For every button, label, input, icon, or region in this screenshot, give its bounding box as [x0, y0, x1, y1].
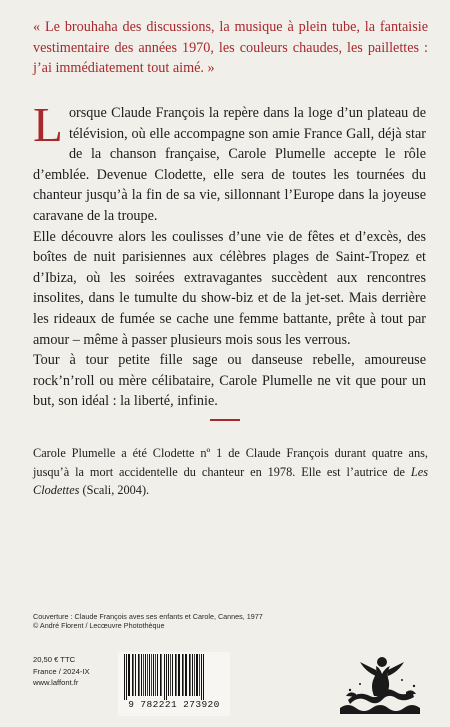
barcode-bar	[194, 654, 195, 696]
author-book-title: Les Clodettes	[33, 464, 428, 497]
barcode-bar	[175, 654, 177, 696]
barcode-bar	[157, 654, 158, 696]
price-block	[33, 654, 118, 689]
barcode-bar	[147, 654, 148, 696]
barcode-bar	[135, 654, 136, 696]
barcode-bar	[178, 654, 180, 696]
barcode-bar	[124, 654, 125, 700]
barcode-bars	[122, 654, 226, 700]
summary-paragraph-1	[33, 97, 426, 227]
barcode-bar	[170, 654, 171, 696]
drop-cap: L	[33, 97, 63, 152]
publisher-logo-icon	[330, 650, 430, 718]
cover-credit-line-2: © André Florent / Lecœuvre Photothèque	[33, 621, 165, 630]
barcode-bar	[172, 654, 173, 696]
barcode-bar	[141, 654, 142, 696]
summary-paragraph-1-text: orsque Claude François la repère dans la loge d’un plateau de télévision, où elle accompagne son amie France Gall, déjà star de la chanson française, Carole Plumelle accepte le rôle d’emblée. Devenue Clodette, elle sera de toutes les tournées du chanteur jusqu’à la fin de sa vie, sillonnant l’Europe dans la joyeuse caravane de la troupe.	[33, 105, 426, 224]
barcode-bar	[143, 654, 144, 696]
author-bio-text: Carole Plumelle a été Clodette nº 1 de Claude François durant quatre ans, jusqu’à la mort accidentelle du chanteur en 1978. Elle est l’autrice de	[33, 446, 428, 479]
section-divider	[210, 419, 240, 421]
barcode-bar	[201, 654, 202, 700]
barcode-bar	[145, 654, 146, 696]
back-cover-summary	[33, 97, 426, 412]
barcode-bar	[164, 654, 165, 700]
barcode-bar	[168, 654, 169, 696]
isbn-barcode	[118, 652, 230, 716]
barcode-bar	[160, 654, 162, 696]
barcode-bar	[192, 654, 193, 696]
pull-quote: « Le brouhaha des discussions, la musique à plein tube, la fantaisie vestimentaire des années 1970, les couleurs chaudes, les paillettes : j’ai immédiatement tout aimé. »	[33, 19, 428, 76]
barcode-bar	[155, 654, 156, 696]
barcode-bar	[199, 654, 200, 696]
barcode-bar	[138, 654, 140, 696]
summary-paragraph-3: Tour à tour petite fille sage ou danseuse rebelle, amoureuse rock’n’roll ou mère célibataire, Carole Plumelle ne vit que pour un but, son idéal : la liberté, infinie.	[33, 352, 426, 410]
isbn-number: 9 782221 273920	[128, 699, 220, 710]
barcode-bar	[126, 654, 127, 700]
publisher-website: www.laffont.fr	[33, 678, 79, 687]
barcode-bar	[166, 654, 167, 700]
barcode-bar	[196, 654, 198, 696]
price-line: 20,50 € TTC	[33, 655, 76, 664]
barcode-bar	[153, 654, 154, 696]
summary-paragraph-2: Elle découvre alors les coulisses d’une vie de fêtes et d’excès, des boîtes de nuit parisiennes aux célèbres plages de Saint-Tropez et d’Ibiza, où les soirées extravagantes succèdent aux rencontres insolites, dans le tumulte du show-biz et de la jet-set. Mais derrière les rideaux de fumée se cache une femme battante, prête à tout par amour – même à passer plusieurs mois sous les verrous.	[33, 228, 426, 348]
author-bio	[33, 444, 428, 500]
cover-photo-credit	[33, 612, 313, 630]
author-bio-text-end: (Scali, 2004).	[79, 483, 150, 497]
barcode-bar	[132, 654, 134, 696]
barcode-bar	[151, 654, 152, 696]
barcode-bar	[203, 654, 204, 700]
barcode-bar	[128, 654, 130, 696]
cover-credit-line-1: Couverture : Claude François aves ses enfants et Carole, Cannes, 1977	[33, 612, 263, 621]
barcode-bar	[182, 654, 184, 696]
barcode-bar	[189, 654, 191, 696]
barcode-bar	[149, 654, 150, 696]
barcode-bar	[185, 654, 187, 696]
edition-line: France / 2024-IX	[33, 666, 90, 676]
